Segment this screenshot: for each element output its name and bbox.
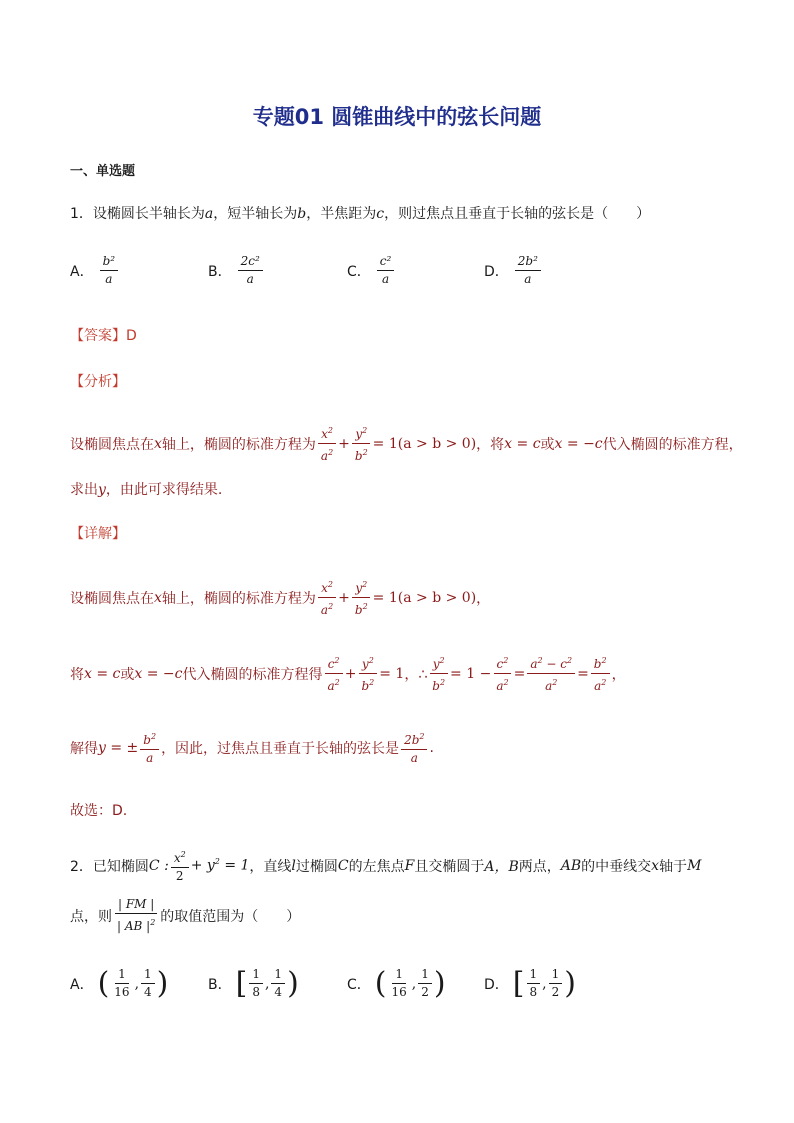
fraction-numerator: c² <box>377 253 395 271</box>
q2-option-d[interactable] <box>484 966 576 1001</box>
q2-option-b[interactable] <box>208 966 299 1001</box>
detail-line-3 <box>70 728 434 767</box>
analysis-heading: 【分析】 <box>70 374 126 390</box>
var-a: a <box>204 206 214 222</box>
frac-x2-a2 <box>318 422 336 465</box>
option-label: D． <box>484 976 509 993</box>
ellipse-c-prefix: C : <box>148 857 169 874</box>
fraction-numerator: 1 <box>115 966 129 984</box>
expr-x-eq-minus-c: x = −c <box>554 435 603 452</box>
interval-left-bracket: ( <box>97 965 110 1001</box>
fraction-numerator: $b^2$ <box>140 728 159 750</box>
option-fraction <box>377 253 395 288</box>
detail-line-2 <box>70 652 626 695</box>
q2-stem-line-1 <box>70 846 701 885</box>
analysis-text: 或 <box>540 436 555 453</box>
q2-stem-text: 过椭圆 <box>295 858 338 875</box>
comma: , <box>134 975 140 992</box>
q2-stem-text: 的取值范围为（ ） <box>160 908 301 925</box>
section-heading: 一、单选题 <box>70 164 136 179</box>
fraction-numerator: b² <box>100 253 119 271</box>
frac-x2-a2 <box>318 576 336 619</box>
detail-text: 解得 <box>70 740 98 757</box>
interval-lower-fraction <box>111 966 132 1001</box>
option-label: A． <box>70 263 94 280</box>
frac-y2-b2 <box>358 652 377 695</box>
q2-stem-text: 的中垂线交 <box>581 858 652 875</box>
fraction-denominator: | AB $|^2$ <box>117 918 156 933</box>
equals-sign: = <box>513 665 526 682</box>
points-A-B: A，B <box>484 858 519 875</box>
fraction-numerator: $b^2$ <box>591 652 610 674</box>
analysis-text: ，由此可求得结果. <box>105 482 223 498</box>
q1-option-c[interactable] <box>347 253 396 288</box>
fraction-numerator: $x^2$ <box>318 576 336 598</box>
ellipse-c-suffix: + $y^2 = 1$ <box>190 857 250 874</box>
fraction-numerator: | FM | <box>115 896 157 914</box>
plus-sign: + <box>344 665 357 682</box>
interval-left-bracket: ( <box>374 965 387 1001</box>
var-F: F <box>404 857 415 874</box>
interval-lower-fraction <box>527 966 541 1001</box>
fraction-denominator: 2 <box>175 869 184 883</box>
equals-sign: = <box>577 665 589 682</box>
var-x: x <box>154 589 162 606</box>
interval-upper-fraction <box>141 966 155 1001</box>
q2-stem-text: 2．已知椭圆 <box>70 858 149 875</box>
fraction-denominator: a <box>246 272 254 286</box>
fraction-numerator: $y^2$ <box>352 422 370 444</box>
fraction-numerator: $2b^2$ <box>401 728 427 750</box>
fraction-denominator: $a^2$ <box>545 678 558 693</box>
q1-option-b[interactable] <box>208 253 265 288</box>
fraction-denominator: 2 <box>421 985 429 999</box>
interval-upper-fraction <box>418 966 432 1001</box>
fraction-numerator: 2b² <box>515 253 541 271</box>
expr-x-eq-c: x = c <box>84 665 121 682</box>
fraction-numerator: 1 <box>392 966 406 984</box>
var-M: M <box>687 857 702 874</box>
fraction-denominator: a <box>146 751 154 765</box>
fraction-numerator: $x^2$ <box>171 846 189 868</box>
comma: , <box>264 975 270 992</box>
comma: , <box>542 975 547 992</box>
interval-upper-fraction <box>271 966 285 1001</box>
detail-text: 将 <box>70 666 84 683</box>
var-b: b <box>297 206 307 222</box>
conclusion: 故选：D. <box>70 803 128 819</box>
frac-y2-b2 <box>352 576 371 619</box>
q1-stem-text: 1．设椭圆长半轴长为 <box>70 206 205 222</box>
fraction-denominator: $a^2$ <box>496 678 509 693</box>
fraction-denominator: a <box>381 272 390 286</box>
fraction-denominator: $a^2$ <box>594 678 607 693</box>
fraction-numerator: $y^2$ <box>359 652 377 674</box>
fraction-numerator: 1 <box>418 966 432 984</box>
fraction-denominator: 16 <box>391 985 407 999</box>
fraction-denominator: a <box>105 272 113 286</box>
fraction-denominator: 4 <box>144 985 152 999</box>
detail-text: ，∴ <box>404 666 428 683</box>
detail-text: 代入椭圆的标准方程得 <box>182 666 323 683</box>
fraction-numerator: 1 <box>249 966 263 984</box>
var-x: x <box>154 435 162 452</box>
interval-lower-fraction <box>249 966 263 1001</box>
fraction-numerator: $a^2 - c^2$ <box>527 652 575 674</box>
q1-option-d[interactable] <box>484 253 543 288</box>
var-c: c <box>376 206 385 222</box>
q1-stem-text: ，则过焦点且垂直于长轴的弦长是（ ） <box>384 206 651 222</box>
interval-right-bracket: ) <box>433 965 446 1001</box>
detail-text: ， <box>476 590 491 607</box>
analysis-line-2 <box>70 479 222 499</box>
frac-b2-a <box>140 728 159 767</box>
frac-b2-a2 <box>591 652 610 695</box>
q2-stem-text: 轴于 <box>659 858 688 875</box>
var-l: l <box>291 857 296 874</box>
detail-text: ， <box>611 666 626 683</box>
interval-right-bracket: ) <box>287 965 299 1001</box>
option-label: C． <box>347 976 371 993</box>
equation-rhs: = 1(a > b > 0) <box>372 435 477 452</box>
fraction-numerator: $y^2$ <box>430 652 448 674</box>
equals-one-minus: = 1 − <box>450 665 492 682</box>
option-fraction <box>238 253 263 288</box>
frac-c2-a2 <box>493 652 511 695</box>
detail-text: 设椭圆焦点在 <box>70 590 154 607</box>
frac-c2-a2 <box>324 652 342 695</box>
fraction-numerator: 1 <box>527 966 541 984</box>
detail-text: 轴上，椭圆的标准方程为 <box>161 590 316 607</box>
fraction-numerator: 1 <box>549 966 563 984</box>
interval-lower-fraction <box>389 966 410 1001</box>
plus-sign: + <box>338 435 350 452</box>
frac-2b2-a <box>401 728 427 767</box>
fraction-denominator: $a^2$ <box>320 602 334 617</box>
fraction-denominator: 8 <box>529 985 538 999</box>
q2-stem-text: ，直线 <box>249 858 292 875</box>
fraction-denominator: a <box>524 272 532 286</box>
segment-AB: AB <box>560 857 582 874</box>
option-label: A． <box>70 976 94 993</box>
fraction-numerator: 1 <box>271 966 285 984</box>
option-label: C． <box>347 263 371 280</box>
q1-stem-text: ，短半轴长为 <box>213 206 298 222</box>
option-fraction <box>515 253 541 288</box>
frac-FM-AB2 <box>114 896 158 935</box>
expr-y-pm: y = ± <box>98 739 139 756</box>
plus-sign: + <box>338 589 350 606</box>
equation-rhs: = 1(a > b > 0) <box>372 589 477 606</box>
fraction-denominator: $b^2$ <box>354 448 368 463</box>
option-fraction <box>100 253 119 288</box>
q2-stem-text: 两点， <box>518 858 561 875</box>
fraction-denominator: 16 <box>114 985 130 999</box>
fraction-numerator: $x^2$ <box>318 422 336 444</box>
period: . <box>429 739 434 756</box>
interval-right-bracket: ) <box>564 965 576 1001</box>
detail-text: 或 <box>120 666 135 683</box>
fraction-denominator: 4 <box>274 985 283 999</box>
option-label: D． <box>484 263 509 280</box>
fraction-denominator: 2 <box>551 985 560 999</box>
frac-y2-b2 <box>352 422 371 465</box>
analysis-text: 设椭圆焦点在 <box>70 436 154 453</box>
analysis-text: 轴上，椭圆的标准方程为 <box>161 436 316 453</box>
answer-label: 【答案】D <box>70 328 137 344</box>
q1-stem-text: ，半焦距为 <box>306 206 377 222</box>
q2-stem-text: 且交椭圆于 <box>414 858 485 875</box>
fraction-numerator: $y^2$ <box>352 576 370 598</box>
equals-one: = 1 <box>379 665 405 682</box>
expr-x-eq-minus-c: x = −c <box>134 665 183 682</box>
q2-stem-text: 的左焦点 <box>348 858 405 875</box>
var-x: x <box>651 857 660 874</box>
q2-option-a[interactable] <box>70 966 168 1001</box>
q2-option-c[interactable] <box>347 966 446 1001</box>
option-label: B． <box>208 263 232 280</box>
interval-upper-fraction <box>549 966 563 1001</box>
fraction-denominator: a <box>410 751 418 765</box>
detail-text: ，因此，过焦点且垂直于长轴的弦长是 <box>161 740 400 757</box>
fraction-denominator: $b^2$ <box>432 678 446 693</box>
comma: , <box>411 975 417 992</box>
fraction-denominator: $a^2$ <box>327 678 340 693</box>
option-label: B． <box>208 976 232 993</box>
expr-x-eq-c: x = c <box>504 435 541 452</box>
fraction-denominator: $a^2$ <box>320 448 334 463</box>
q1-option-a[interactable] <box>70 253 120 288</box>
detail-line-1 <box>70 576 490 619</box>
var-C: C <box>337 857 349 874</box>
interval-left-bracket: [ <box>235 965 248 1001</box>
frac-y2-b2 <box>429 652 448 695</box>
frac-a2-minus-c2 <box>527 652 575 695</box>
fraction-numerator: 1 <box>141 966 155 984</box>
page-title: 专题01 圆锥曲线中的弦长问题 <box>252 105 542 129</box>
detail-heading: 【详解】 <box>70 526 126 542</box>
q2-stem-line-2 <box>70 896 300 935</box>
fraction-denominator: $b^2$ <box>354 602 368 617</box>
q2-stem-text: 点，则 <box>70 908 112 925</box>
analysis-text: 求出 <box>70 482 98 498</box>
q1-stem <box>70 203 650 223</box>
fraction-denominator: 8 <box>252 985 260 999</box>
fraction-numerator: $c^2$ <box>325 652 343 674</box>
fraction-denominator: $b^2$ <box>361 678 375 693</box>
analysis-text: ，将 <box>476 436 505 453</box>
frac-x2-2 <box>171 846 189 885</box>
fraction-numerator: $c^2$ <box>494 652 512 674</box>
interval-right-bracket: ) <box>156 965 169 1001</box>
fraction-numerator: 2c² <box>238 253 263 271</box>
interval-left-bracket: [ <box>512 965 525 1001</box>
analysis-text: 代入椭圆的标准方程， <box>602 436 743 453</box>
analysis-line-1 <box>70 422 743 465</box>
var-y: y <box>98 482 106 498</box>
